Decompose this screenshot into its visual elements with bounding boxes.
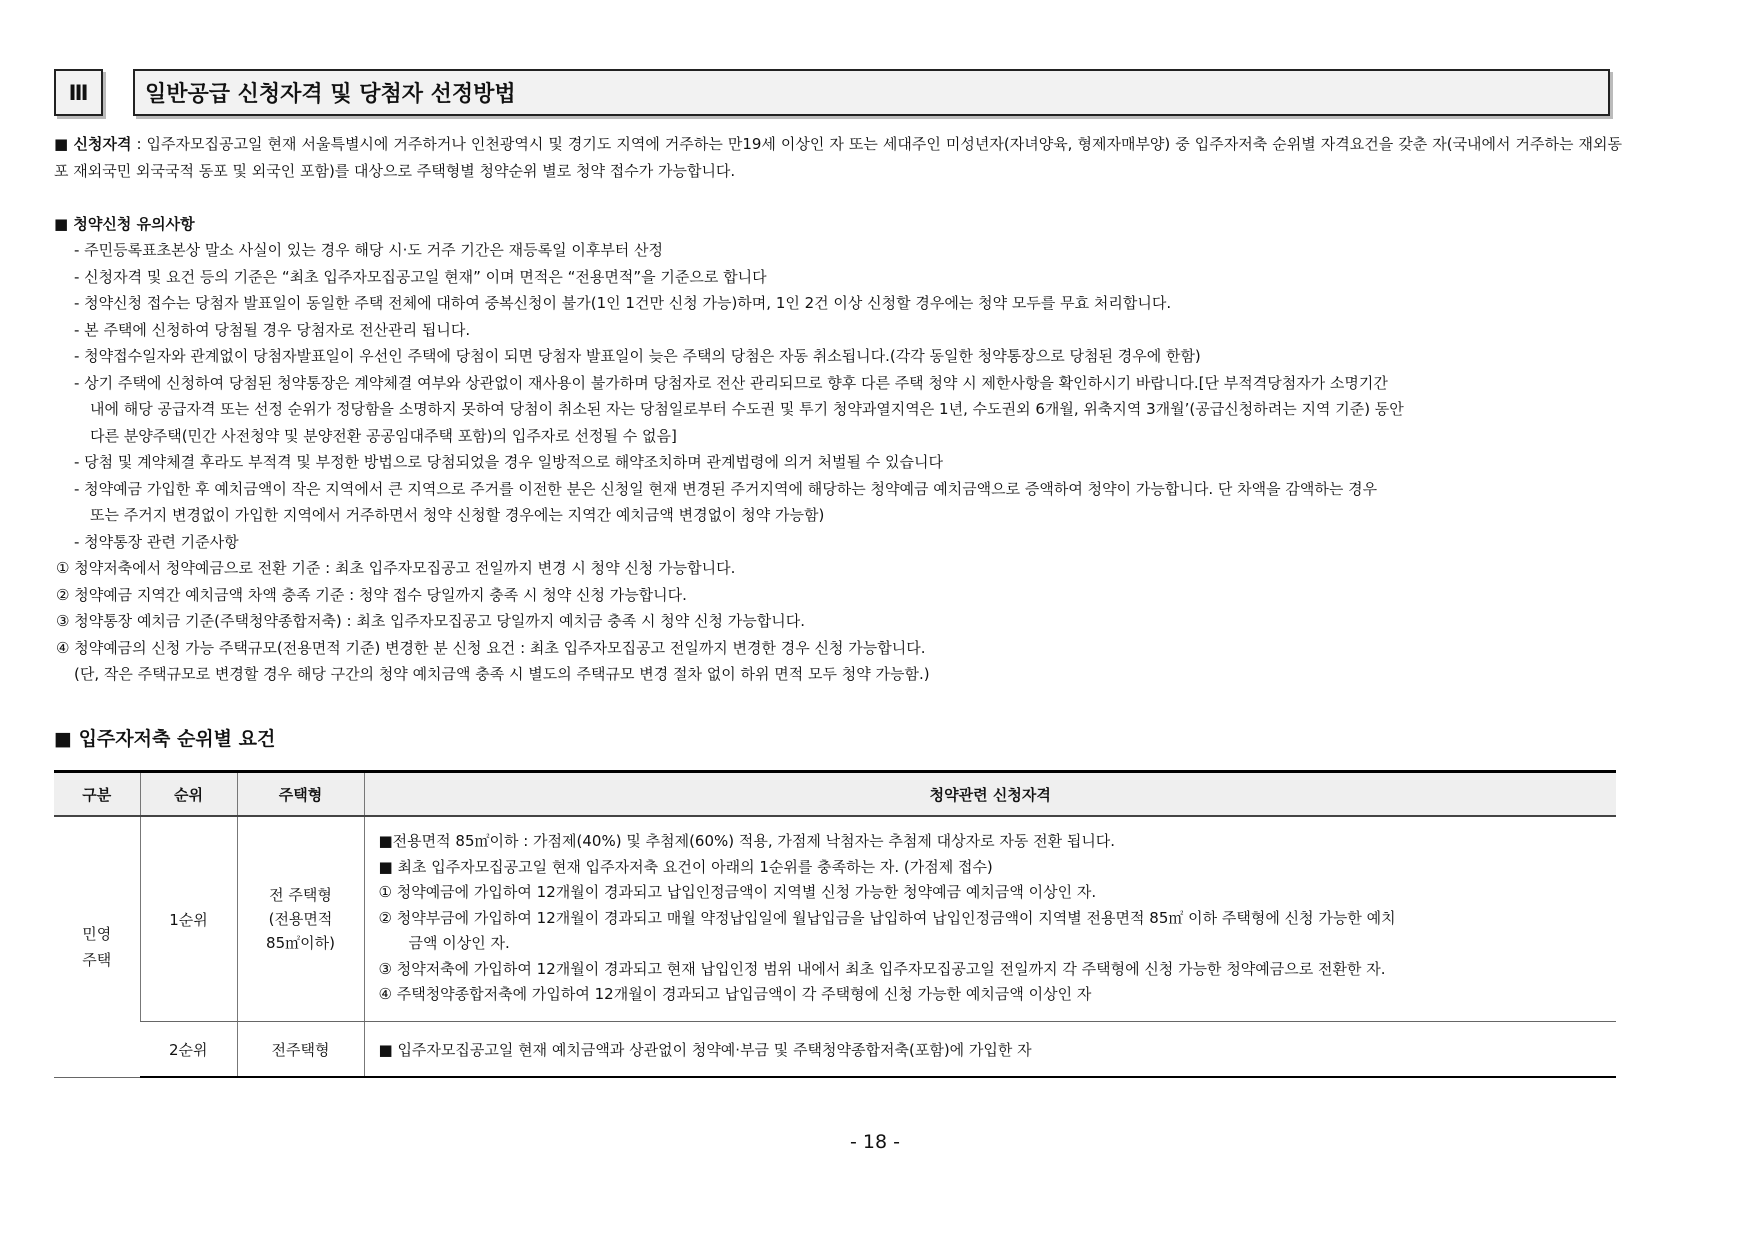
qualification-cell <box>364 816 1616 1022</box>
note-item-continued: 또는 주거지 변경없이 가입한 지역에서 거주하면서 청약 신청할 경우에는 지역간 예치금액 변경없이 청약 가능함) <box>90 506 825 524</box>
rank-cell: 1순위 <box>140 816 237 1022</box>
note-item: - 청약예금 가입한 후 예치금액이 작은 지역에서 큰 지역으로 주거를 이전한 분은 신청일 현재 변경된 주거지역에 해당하는 청약예금 예치금액으로 증액하여 청약이 가능합니다. 단 차액을 감액하는 경우 <box>74 480 1378 498</box>
qualification-cell: ■ 입주자모집공고일 현재 예치금액과 상관없이 청약예·부금 및 주택청약종합저축(포함)에 가입한 자 <box>364 1022 1616 1078</box>
table-header-row <box>54 772 1616 817</box>
numbered-item: ④ 청약예금의 신청 가능 주택규모(전용면적 기준) 변경한 분 신청 요건 : 최초 입주자모집공고 전일까지 변경한 경우 신청 가능합니다. <box>56 639 926 657</box>
note-item: - 신청자격 및 요건 등의 기준은 “최초 입주자모집공고일 현재” 이며 면적은 “전용면적”을 기준으로 합니다 <box>74 268 767 286</box>
note-item: - 청약신청 접수는 당첨자 발표일이 동일한 주택 전체에 대하여 중복신청이 불가(1인 1건만 신청 가능)하며, 1인 2건 이상 신청할 경우에는 청약 모두를 무효 처리합니다. <box>74 294 1172 312</box>
bullet-icon: ■ <box>54 135 69 153</box>
header-qualification: 청약관련 신청자격 <box>364 772 1616 817</box>
header-housing-type: 주택형 <box>237 772 364 817</box>
numbered-item: ② 청약예금 지역간 예치금액 차액 충족 기준 : 청약 접수 당일까지 충족 시 청약 신청 가능합니다. <box>56 586 687 604</box>
note-item: - 당첨 및 계약체결 후라도 부적격 및 부정한 방법으로 당첨되었을 경우 일방적으로 해약조치하며 관계법령에 의거 처벌될 수 있습니다 <box>74 453 943 471</box>
table-row <box>54 816 1616 1022</box>
qualification-line: ④ 주택청약종합저축에 가입하여 12개월이 경과되고 납입금액이 각 주택형에 신청 가능한 예치금액 이상인 자 <box>378 985 1092 1003</box>
category-cell: 민영 주택 <box>54 816 140 1077</box>
numbered-item: ① 청약저축에서 청약예금으로 전환 기준 : 최초 입주자모집공고 전일까지 변경 시 청약 신청 가능합니다. <box>56 559 736 577</box>
notes-title: ■ 청약신청 유의사항 <box>54 215 195 233</box>
note-item: - 본 주택에 신청하여 당첨될 경우 당첨자로 전산관리 됩니다. <box>74 321 471 339</box>
note-item-continued: 내에 해당 공급자격 또는 선정 순위가 정당함을 소명하지 못하여 당첨이 취소된 자는 당첨일로부터 수도권 및 투기 청약과열지역은 1년, 수도권외 6개월, 위축지역 3개월’(공급신청하려는 지역 기준) 동안 <box>90 400 1404 418</box>
qualification-line: ③ 청약저축에 가입하여 12개월이 경과되고 현재 납입인정 범위 내에서 최초 입주자모집공고일 전일까지 각 주택형에 신청 가능한 청약예금으로 전환한 자. <box>378 959 1386 978</box>
qualification-line: ■전용면적 85㎡이하 : 가점제(40%) 및 추첨제(60%) 적용, 가점제 낙첨자는 추첨제 대상자로 자동 전환 됩니다. <box>378 832 1116 850</box>
eligibility-text: : 입주자모집공고일 현재 서울특별시에 거주하거나 인천광역시 및 경기도 지역에 거주하는 만19세 이상인 자 또는 세대주인 미성년자(자녀양육, 형제자매부양) 중 입주자저축 순위별 자격요건을 갖춘 자(국내에서 거주하는 재외동포 재외국민 외국국적 동포 및 외국인 포함)를 대상으로 주택형별 청약순위 별로 청약 접수가 가능합니다. <box>54 135 1622 180</box>
eligibility-label: 신청자격 <box>73 135 132 153</box>
page-number: - 18 - <box>850 1131 900 1153</box>
eligibility-paragraph <box>54 131 1622 184</box>
housing-type-cell: 전주택형 <box>237 1022 364 1078</box>
numbered-item-note: (단, 작은 주택규모로 변경할 경우 해당 구간의 청약 예치금액 충족 시 별도의 주택규모 변경 절차 없이 하위 면적 모두 청약 가능함.) <box>74 665 930 683</box>
section-title: 일반공급 신청자격 및 당첨자 선정방법 <box>133 69 1610 116</box>
housing-type-cell: 전 주택형 (전용면적 85㎡이하) <box>237 816 364 1022</box>
bullet-icon: ■ <box>54 215 69 233</box>
qualification-line: ① 청약예금에 가입하여 12개월이 경과되고 납입인정금액이 지역별 신청 가능한 청약예금 예치금액 이상인 자. <box>378 883 1097 901</box>
qualification-line: ■ 최초 입주자모집공고일 현재 입주자저축 요건이 아래의 1순위를 충족하는 자. (가점제 접수) <box>378 857 993 876</box>
savings-rank-table <box>54 770 1616 1078</box>
header-category: 구분 <box>54 772 140 817</box>
table-row <box>54 1022 1616 1078</box>
note-item-continued: 다른 분양주택(민간 사전청약 및 분양전환 공공임대주택 포함)의 입주자로 선정될 수 없음] <box>90 427 677 445</box>
qualification-line: ② 청약부금에 가입하여 12개월이 경과되고 매월 약정납입일에 월납입금을 납입하여 납입인정금액이 지역별 전용면적 85㎡ 이하 주택형에 신청 가능한 예치 <box>378 908 1396 927</box>
note-item: - 상기 주택에 신청하여 당첨된 청약통장은 계약체결 여부와 상관없이 재사용이 불가하며 당첨자로 전산 관리되므로 향후 다른 주택 청약 시 제한사항을 확인하시기 바랍니다.[단 부적격당첨자가 소명기간 <box>74 374 1388 392</box>
qualification-line: 금액 이상인 자. <box>408 934 510 952</box>
subsection-title: ■ 입주자저축 순위별 요건 <box>54 728 276 750</box>
rank-cell: 2순위 <box>140 1022 237 1078</box>
numbered-item: ③ 청약통장 예치금 기준(주택청약종합저축) : 최초 입주자모집공고 당일까지 예치금 충족 시 청약 신청 가능합니다. <box>56 612 806 630</box>
section-number: Ⅲ <box>54 69 103 116</box>
note-item: - 주민등록표초본상 말소 사실이 있는 경우 해당 시·도 거주 기간은 재등록일 이후부터 산정 <box>74 241 664 259</box>
header-rank: 순위 <box>140 772 237 817</box>
note-item: - 청약통장 관련 기준사항 <box>74 533 239 551</box>
note-item: - 청약접수일자와 관계없이 당첨자발표일이 우선인 주택에 당첨이 되면 당첨자 발표일이 늦은 주택의 당첨은 자동 취소됩니다.(각각 동일한 청약통장으로 당첨된 경우에 한함) <box>74 347 1201 365</box>
